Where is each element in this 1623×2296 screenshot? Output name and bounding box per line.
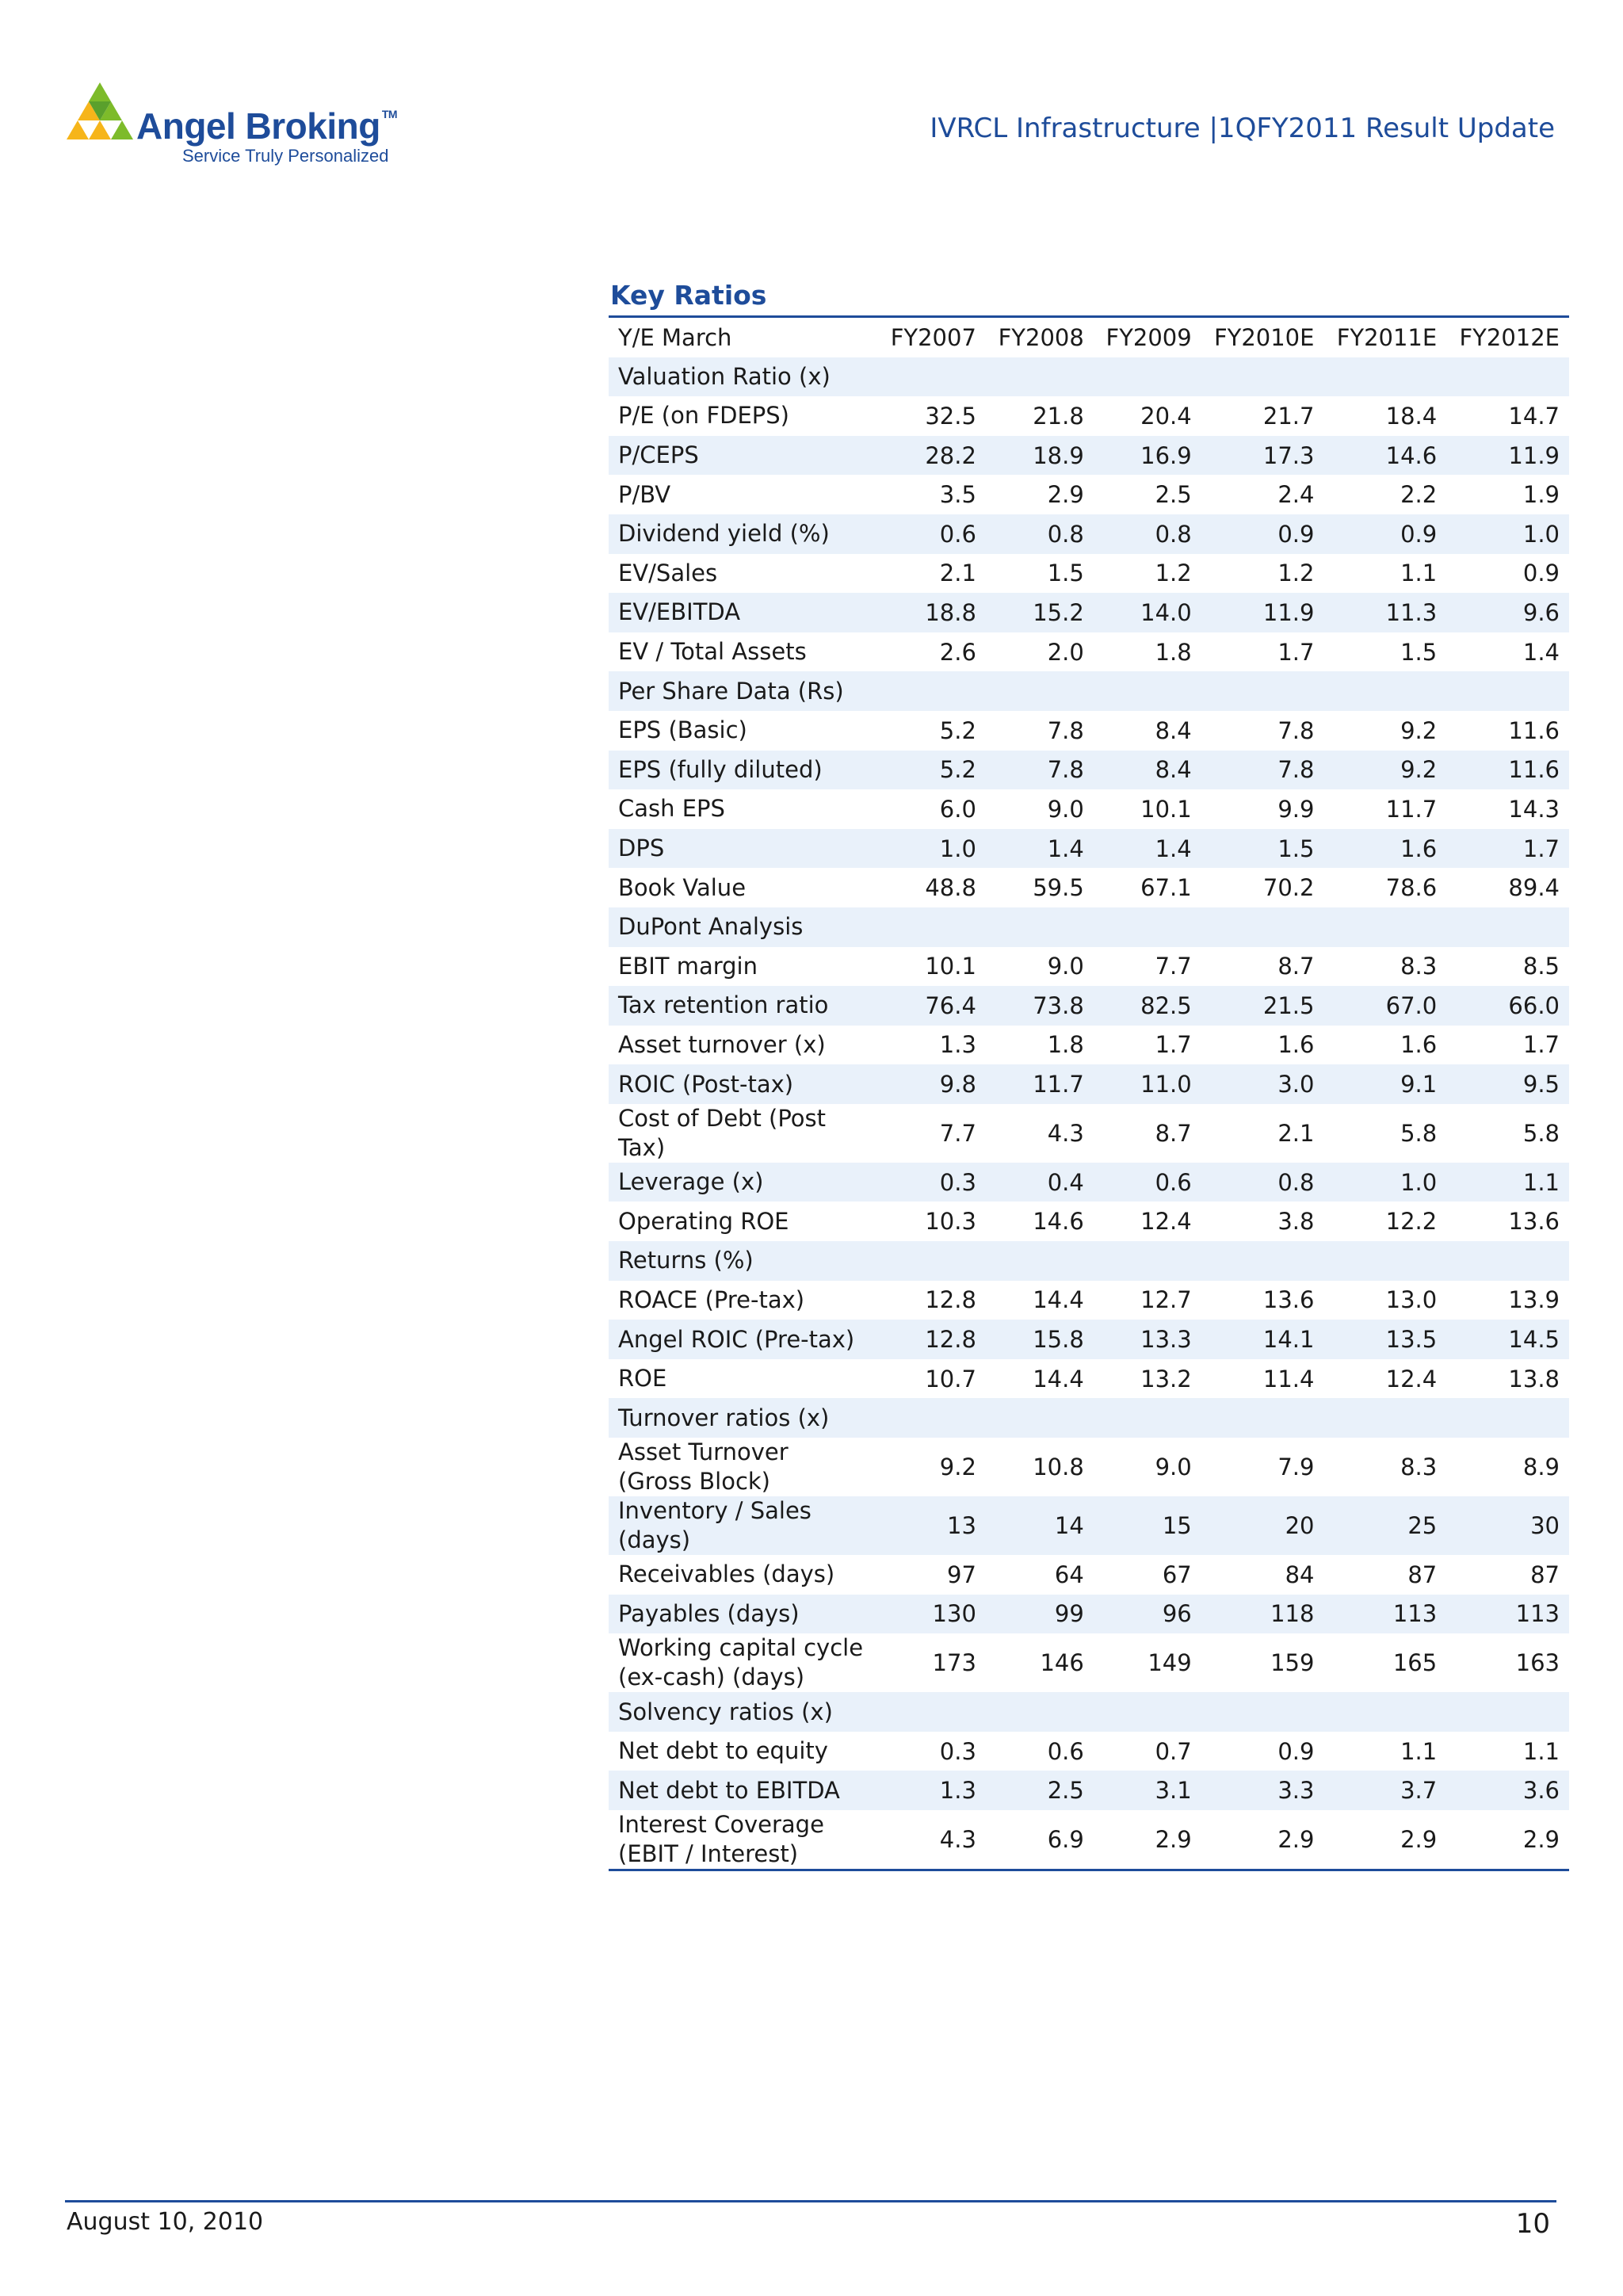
value-cell: 0.4 (986, 1163, 1094, 1202)
value-cell: 1.1 (1400, 1737, 1438, 1765)
value-cell: 76.4 (878, 986, 986, 1026)
value-cell: 1.2 (1277, 560, 1315, 587)
value-cell: 13.0 (1385, 1286, 1438, 1314)
table-row (609, 789, 1569, 829)
value-cell: 1.0 (878, 829, 986, 869)
table-row (609, 1555, 1569, 1595)
row-label: Working capital cycle (ex-cash) (days) (618, 1634, 864, 1691)
value-cell: 5.8 (1522, 1119, 1560, 1147)
value-cell: 9.2 (1400, 716, 1438, 744)
value-cell: 0.8 (1201, 1163, 1324, 1202)
value-cell: 2.9 (1277, 1826, 1315, 1853)
row-label: Inventory / Sales (days) (609, 1496, 878, 1555)
value-cell: 3.0 (1201, 1064, 1324, 1104)
value-cell: 2.6 (939, 638, 976, 666)
value-cell: 6.9 (1047, 1826, 1084, 1853)
table-row (609, 1163, 1569, 1202)
value-cell: 13.3 (1094, 1320, 1201, 1359)
value-cell: 87 (1407, 1561, 1438, 1588)
value-cell: 2.5 (986, 1771, 1094, 1810)
header-cell: FY2012E (1459, 323, 1560, 351)
brand-name: Angel Broking ™ (136, 105, 398, 147)
value-cell: 2.0 (1047, 638, 1084, 666)
value-cell: 0.6 (878, 514, 986, 554)
table-row (609, 1810, 1569, 1870)
value-cell: 15.8 (986, 1320, 1094, 1359)
value-cell: 18.9 (986, 436, 1094, 476)
footer-date: August 10, 2010 (67, 2208, 264, 2236)
header-cell: Y/E March (618, 323, 732, 351)
table-row (609, 1104, 1569, 1163)
value-cell: 9.5 (1446, 1064, 1569, 1104)
section-label: Returns (%) (609, 1241, 1569, 1281)
section-row (609, 357, 1569, 397)
value-cell: 9.2 (1323, 751, 1446, 790)
row-label: EBIT margin (618, 952, 758, 980)
value-cell: 3.5 (939, 481, 976, 509)
value-cell: 12.2 (1385, 1208, 1438, 1236)
row-label: Net debt to EBITDA (609, 1771, 878, 1810)
section-row (609, 1692, 1569, 1732)
value-cell: 1.2 (1155, 560, 1192, 587)
row-label: EV/EBITDA (609, 593, 878, 632)
value-cell: 9.2 (939, 1454, 976, 1481)
header-cell: FY2010E (1213, 323, 1315, 351)
section-row (609, 907, 1569, 947)
row-label: EPS (Basic) (618, 716, 747, 744)
header-cell: FY2009 (1106, 323, 1192, 351)
value-cell: 7.9 (1277, 1454, 1315, 1481)
value-cell: 2.4 (1277, 481, 1315, 509)
value-cell: 9.6 (1446, 593, 1569, 632)
value-cell: 3.3 (1201, 1771, 1324, 1810)
value-cell: 1.8 (1155, 638, 1192, 666)
section-row (609, 1241, 1569, 1281)
value-cell: 163 (1515, 1649, 1560, 1677)
value-cell: 10.3 (925, 1208, 976, 1236)
key-ratios-table (609, 315, 1569, 1871)
table-row (609, 829, 1569, 869)
value-cell: 7.8 (986, 751, 1094, 790)
row-label: Interest Coverage (EBIT / Interest) (618, 1811, 824, 1867)
value-cell: 1.7 (1522, 1031, 1560, 1059)
value-cell: 8.7 (1277, 953, 1315, 980)
header-cell: FY2008 (998, 323, 1084, 351)
row-label: Operating ROE (618, 1207, 789, 1235)
row-label: Dividend yield (%) (609, 514, 878, 554)
value-cell: 1.1 (1446, 1163, 1569, 1202)
value-cell: 13.8 (1508, 1365, 1560, 1392)
table-row (609, 593, 1569, 632)
value-cell: 13.9 (1508, 1286, 1560, 1314)
table-row (609, 475, 1569, 514)
value-cell: 1.4 (986, 829, 1094, 869)
table-header-row (609, 317, 1569, 357)
value-cell: 3.8 (1277, 1208, 1315, 1236)
value-cell: 7.8 (1047, 716, 1084, 744)
value-cell: 9.0 (1047, 795, 1084, 823)
value-cell: 18.8 (878, 593, 986, 632)
value-cell: 14 (986, 1496, 1094, 1555)
value-cell: 9.8 (878, 1064, 986, 1104)
value-cell: 11.0 (1094, 1064, 1201, 1104)
value-cell: 1.7 (1446, 829, 1569, 869)
section-label: Solvency ratios (x) (609, 1692, 1569, 1732)
value-cell: 20.4 (1140, 402, 1192, 430)
value-cell: 6.0 (939, 795, 976, 823)
value-cell: 4.3 (1047, 1119, 1084, 1147)
table-row (609, 1281, 1569, 1320)
header-cell: FY2011E (1336, 323, 1438, 351)
header-cell: FY2007 (890, 323, 976, 351)
section-row (609, 1398, 1569, 1438)
row-label: Cash EPS (618, 795, 725, 823)
value-cell: 113 (1323, 1595, 1446, 1634)
value-cell: 0.9 (1277, 1737, 1315, 1765)
value-cell: 8.4 (1094, 751, 1201, 790)
value-cell: 165 (1392, 1649, 1438, 1677)
value-cell: 11.9 (1446, 436, 1569, 476)
value-cell: 1.6 (1323, 829, 1446, 869)
value-cell: 3.7 (1323, 1771, 1446, 1810)
table-row (609, 1359, 1569, 1399)
value-cell: 67.0 (1323, 986, 1446, 1026)
value-cell: 16.9 (1094, 436, 1201, 476)
row-label: P/BV (618, 480, 671, 508)
value-cell: 64 (1054, 1561, 1084, 1588)
value-cell: 17.3 (1201, 436, 1324, 476)
value-cell: 1.9 (1522, 481, 1560, 509)
value-cell: 7.7 (939, 1119, 976, 1147)
table-row (609, 868, 1569, 907)
table-row (609, 1595, 1569, 1634)
table-row (609, 711, 1569, 751)
row-label: ROACE (Pre-tax) (618, 1286, 805, 1313)
value-cell: 87 (1530, 1561, 1560, 1588)
row-label: Asset Turnover (Gross Block) (618, 1438, 789, 1496)
value-cell: 8.4 (1155, 716, 1192, 744)
section-row (609, 671, 1569, 711)
value-cell: 13.6 (1262, 1286, 1315, 1314)
value-cell: 67 (1162, 1561, 1192, 1588)
value-cell: 14.5 (1446, 1320, 1569, 1359)
value-cell: 0.7 (1155, 1737, 1192, 1765)
row-label: Receivables (days) (618, 1561, 835, 1588)
section-label: Valuation Ratio (x) (609, 357, 1569, 397)
logo-triangle-icon (65, 82, 136, 146)
value-cell: 1.6 (1400, 1031, 1438, 1059)
value-cell: 1.0 (1323, 1163, 1446, 1202)
value-cell: 2.9 (1400, 1826, 1438, 1853)
row-label: Tax retention ratio (609, 986, 878, 1026)
value-cell: 82.5 (1094, 986, 1201, 1026)
value-cell: 10.8 (1033, 1454, 1084, 1481)
value-cell: 11.3 (1323, 593, 1446, 632)
page-number: 10 (1515, 2208, 1550, 2240)
table-row (609, 1496, 1569, 1555)
value-cell: 1.7 (1277, 638, 1315, 666)
value-cell: 12.4 (1140, 1208, 1192, 1236)
table-row (609, 1732, 1569, 1771)
table-row (609, 1201, 1569, 1241)
value-cell: 173 (932, 1649, 976, 1677)
value-cell: 21.8 (1033, 402, 1084, 430)
value-cell: 1.8 (1047, 1031, 1084, 1059)
value-cell: 12.8 (925, 1286, 976, 1314)
row-label: Net debt to equity (618, 1737, 828, 1765)
row-label: Asset turnover (x) (618, 1030, 826, 1058)
table-row (609, 947, 1569, 987)
value-cell: 66.0 (1446, 986, 1569, 1026)
value-cell: 15.2 (986, 593, 1094, 632)
value-cell: 11.9 (1201, 593, 1324, 632)
value-cell: 130 (878, 1595, 986, 1634)
value-cell: 70.2 (1262, 874, 1315, 902)
value-cell: 14.0 (1094, 593, 1201, 632)
value-cell: 99 (986, 1595, 1094, 1634)
value-cell: 0.8 (986, 514, 1094, 554)
value-cell: 11.7 (1385, 795, 1438, 823)
value-cell: 1.7 (1155, 1031, 1192, 1059)
table-row (609, 1064, 1569, 1104)
value-cell: 14.7 (1508, 402, 1560, 430)
row-label: Angel ROIC (Pre-tax) (609, 1320, 878, 1359)
value-cell: 32.5 (925, 402, 976, 430)
table-row (609, 632, 1569, 672)
value-cell: 5.8 (1400, 1119, 1438, 1147)
value-cell: 2.9 (1522, 1826, 1560, 1853)
table-row (609, 1320, 1569, 1359)
angel-broking-logo (65, 82, 398, 170)
row-label: Cost of Debt (Post Tax) (618, 1104, 827, 1161)
value-cell: 11.7 (986, 1064, 1094, 1104)
value-cell: 12.7 (1140, 1286, 1192, 1314)
value-cell: 73.8 (986, 986, 1094, 1026)
value-cell: 12.8 (878, 1320, 986, 1359)
row-label: EV / Total Assets (618, 638, 807, 666)
value-cell: 146 (1040, 1649, 1084, 1677)
value-cell: 28.2 (878, 436, 986, 476)
value-cell: 9.0 (1155, 1454, 1192, 1481)
value-cell: 84 (1285, 1561, 1315, 1588)
row-label: ROE (618, 1365, 667, 1392)
document-title: IVRCL Infrastructure |1QFY2011 Result Update (930, 113, 1555, 144)
value-cell: 9.0 (1047, 953, 1084, 980)
value-cell: 14.4 (1033, 1286, 1084, 1314)
value-cell: 14.1 (1201, 1320, 1324, 1359)
value-cell: 13 (878, 1496, 986, 1555)
value-cell: 11.6 (1508, 716, 1560, 744)
row-label: P/CEPS (609, 436, 878, 476)
value-cell: 4.3 (939, 1826, 976, 1853)
value-cell: 5.2 (878, 751, 986, 790)
section-label: DuPont Analysis (609, 907, 1569, 947)
value-cell: 18.4 (1385, 402, 1438, 430)
value-cell: 1.5 (1047, 560, 1084, 587)
value-cell: 78.6 (1385, 874, 1438, 902)
value-cell: 96 (1094, 1595, 1201, 1634)
value-cell: 1.4 (1522, 638, 1560, 666)
row-label: P/E (on FDEPS) (618, 402, 789, 430)
value-cell: 9.1 (1323, 1064, 1446, 1104)
table-row (609, 1026, 1569, 1065)
value-cell: 113 (1446, 1595, 1569, 1634)
table-row (609, 751, 1569, 790)
value-cell: 1.5 (1400, 638, 1438, 666)
value-cell: 10.1 (925, 953, 976, 980)
value-cell: 14.3 (1508, 795, 1560, 823)
value-cell: 0.6 (1094, 1163, 1201, 1202)
value-cell: 20 (1201, 1496, 1324, 1555)
value-cell: 149 (1148, 1649, 1192, 1677)
table-row (609, 986, 1569, 1026)
value-cell: 8.9 (1522, 1454, 1560, 1481)
table-row (609, 554, 1569, 594)
table-row (609, 514, 1569, 554)
value-cell: 25 (1323, 1496, 1446, 1555)
row-label: Leverage (x) (609, 1163, 878, 1202)
value-cell: 7.8 (1277, 716, 1315, 744)
value-cell: 30 (1446, 1496, 1569, 1555)
value-cell: 8.7 (1155, 1119, 1192, 1147)
value-cell: 15 (1094, 1496, 1201, 1555)
value-cell: 8.5 (1522, 953, 1560, 980)
value-cell: 7.8 (1201, 751, 1324, 790)
row-label: Book Value (618, 873, 747, 901)
value-cell: 3.1 (1094, 1771, 1201, 1810)
value-cell: 2.2 (1400, 481, 1438, 509)
table-row (609, 436, 1569, 476)
value-cell: 14.4 (1033, 1365, 1084, 1392)
value-cell: 3.6 (1446, 1771, 1569, 1810)
value-cell: 1.1 (1522, 1737, 1560, 1765)
value-cell: 11.4 (1262, 1365, 1315, 1392)
value-cell: 5.2 (939, 716, 976, 744)
value-cell: 14.6 (1033, 1208, 1084, 1236)
value-cell: 21.7 (1262, 402, 1315, 430)
section-label: Per Share Data (Rs) (609, 671, 1569, 711)
value-cell: 14.6 (1323, 436, 1446, 476)
value-cell: 0.3 (939, 1737, 976, 1765)
value-cell: 59.5 (1033, 874, 1084, 902)
table-row (609, 1633, 1569, 1692)
value-cell: 89.4 (1508, 874, 1560, 902)
footer-divider (65, 2200, 1556, 2202)
row-label: DPS (609, 829, 878, 869)
value-cell: 1.5 (1201, 829, 1324, 869)
value-cell: 2.1 (939, 560, 976, 587)
value-cell: 2.9 (1155, 1826, 1192, 1853)
value-cell: 12.4 (1385, 1365, 1438, 1392)
value-cell: 1.3 (878, 1771, 986, 1810)
value-cell: 0.6 (1047, 1737, 1084, 1765)
value-cell: 2.5 (1155, 481, 1192, 509)
value-cell: 1.0 (1446, 514, 1569, 554)
value-cell: 10.1 (1140, 795, 1192, 823)
brand-tagline: Service Truly Personalized (182, 146, 389, 166)
value-cell: 13.6 (1508, 1208, 1560, 1236)
table-body (609, 357, 1569, 1870)
value-cell: 10.7 (925, 1365, 976, 1392)
table-row (609, 396, 1569, 436)
row-label: ROIC (Post-tax) (609, 1064, 878, 1104)
value-cell: 9.9 (1277, 795, 1315, 823)
value-cell: 0.9 (1201, 514, 1324, 554)
value-cell: 0.9 (1323, 514, 1446, 554)
value-cell: 1.3 (939, 1031, 976, 1059)
section-label: Turnover ratios (x) (609, 1398, 1569, 1438)
value-cell: 13.2 (1140, 1365, 1192, 1392)
value-cell: 0.8 (1094, 514, 1201, 554)
value-cell: 1.6 (1277, 1031, 1315, 1059)
section-title: Key Ratios (610, 280, 767, 311)
value-cell: 2.1 (1277, 1119, 1315, 1147)
row-label: Payables (days) (609, 1595, 878, 1634)
value-cell: 1.4 (1094, 829, 1201, 869)
value-cell: 2.9 (1047, 481, 1084, 509)
value-cell: 67.1 (1140, 874, 1192, 902)
value-cell: 7.7 (1155, 953, 1192, 980)
value-cell: 21.5 (1201, 986, 1324, 1026)
value-cell: 118 (1201, 1595, 1324, 1634)
row-label: EPS (fully diluted) (609, 751, 878, 790)
row-label: EV/Sales (618, 559, 718, 586)
value-cell: 0.3 (878, 1163, 986, 1202)
value-cell: 0.9 (1522, 560, 1560, 587)
table-row (609, 1438, 1569, 1496)
value-cell: 11.6 (1446, 751, 1569, 790)
value-cell: 159 (1270, 1649, 1315, 1677)
value-cell: 8.3 (1400, 1454, 1438, 1481)
value-cell: 13.5 (1323, 1320, 1446, 1359)
value-cell: 97 (947, 1561, 976, 1588)
value-cell: 48.8 (925, 874, 976, 902)
value-cell: 1.1 (1400, 560, 1438, 587)
value-cell: 8.3 (1400, 953, 1438, 980)
table-row (609, 1771, 1569, 1810)
